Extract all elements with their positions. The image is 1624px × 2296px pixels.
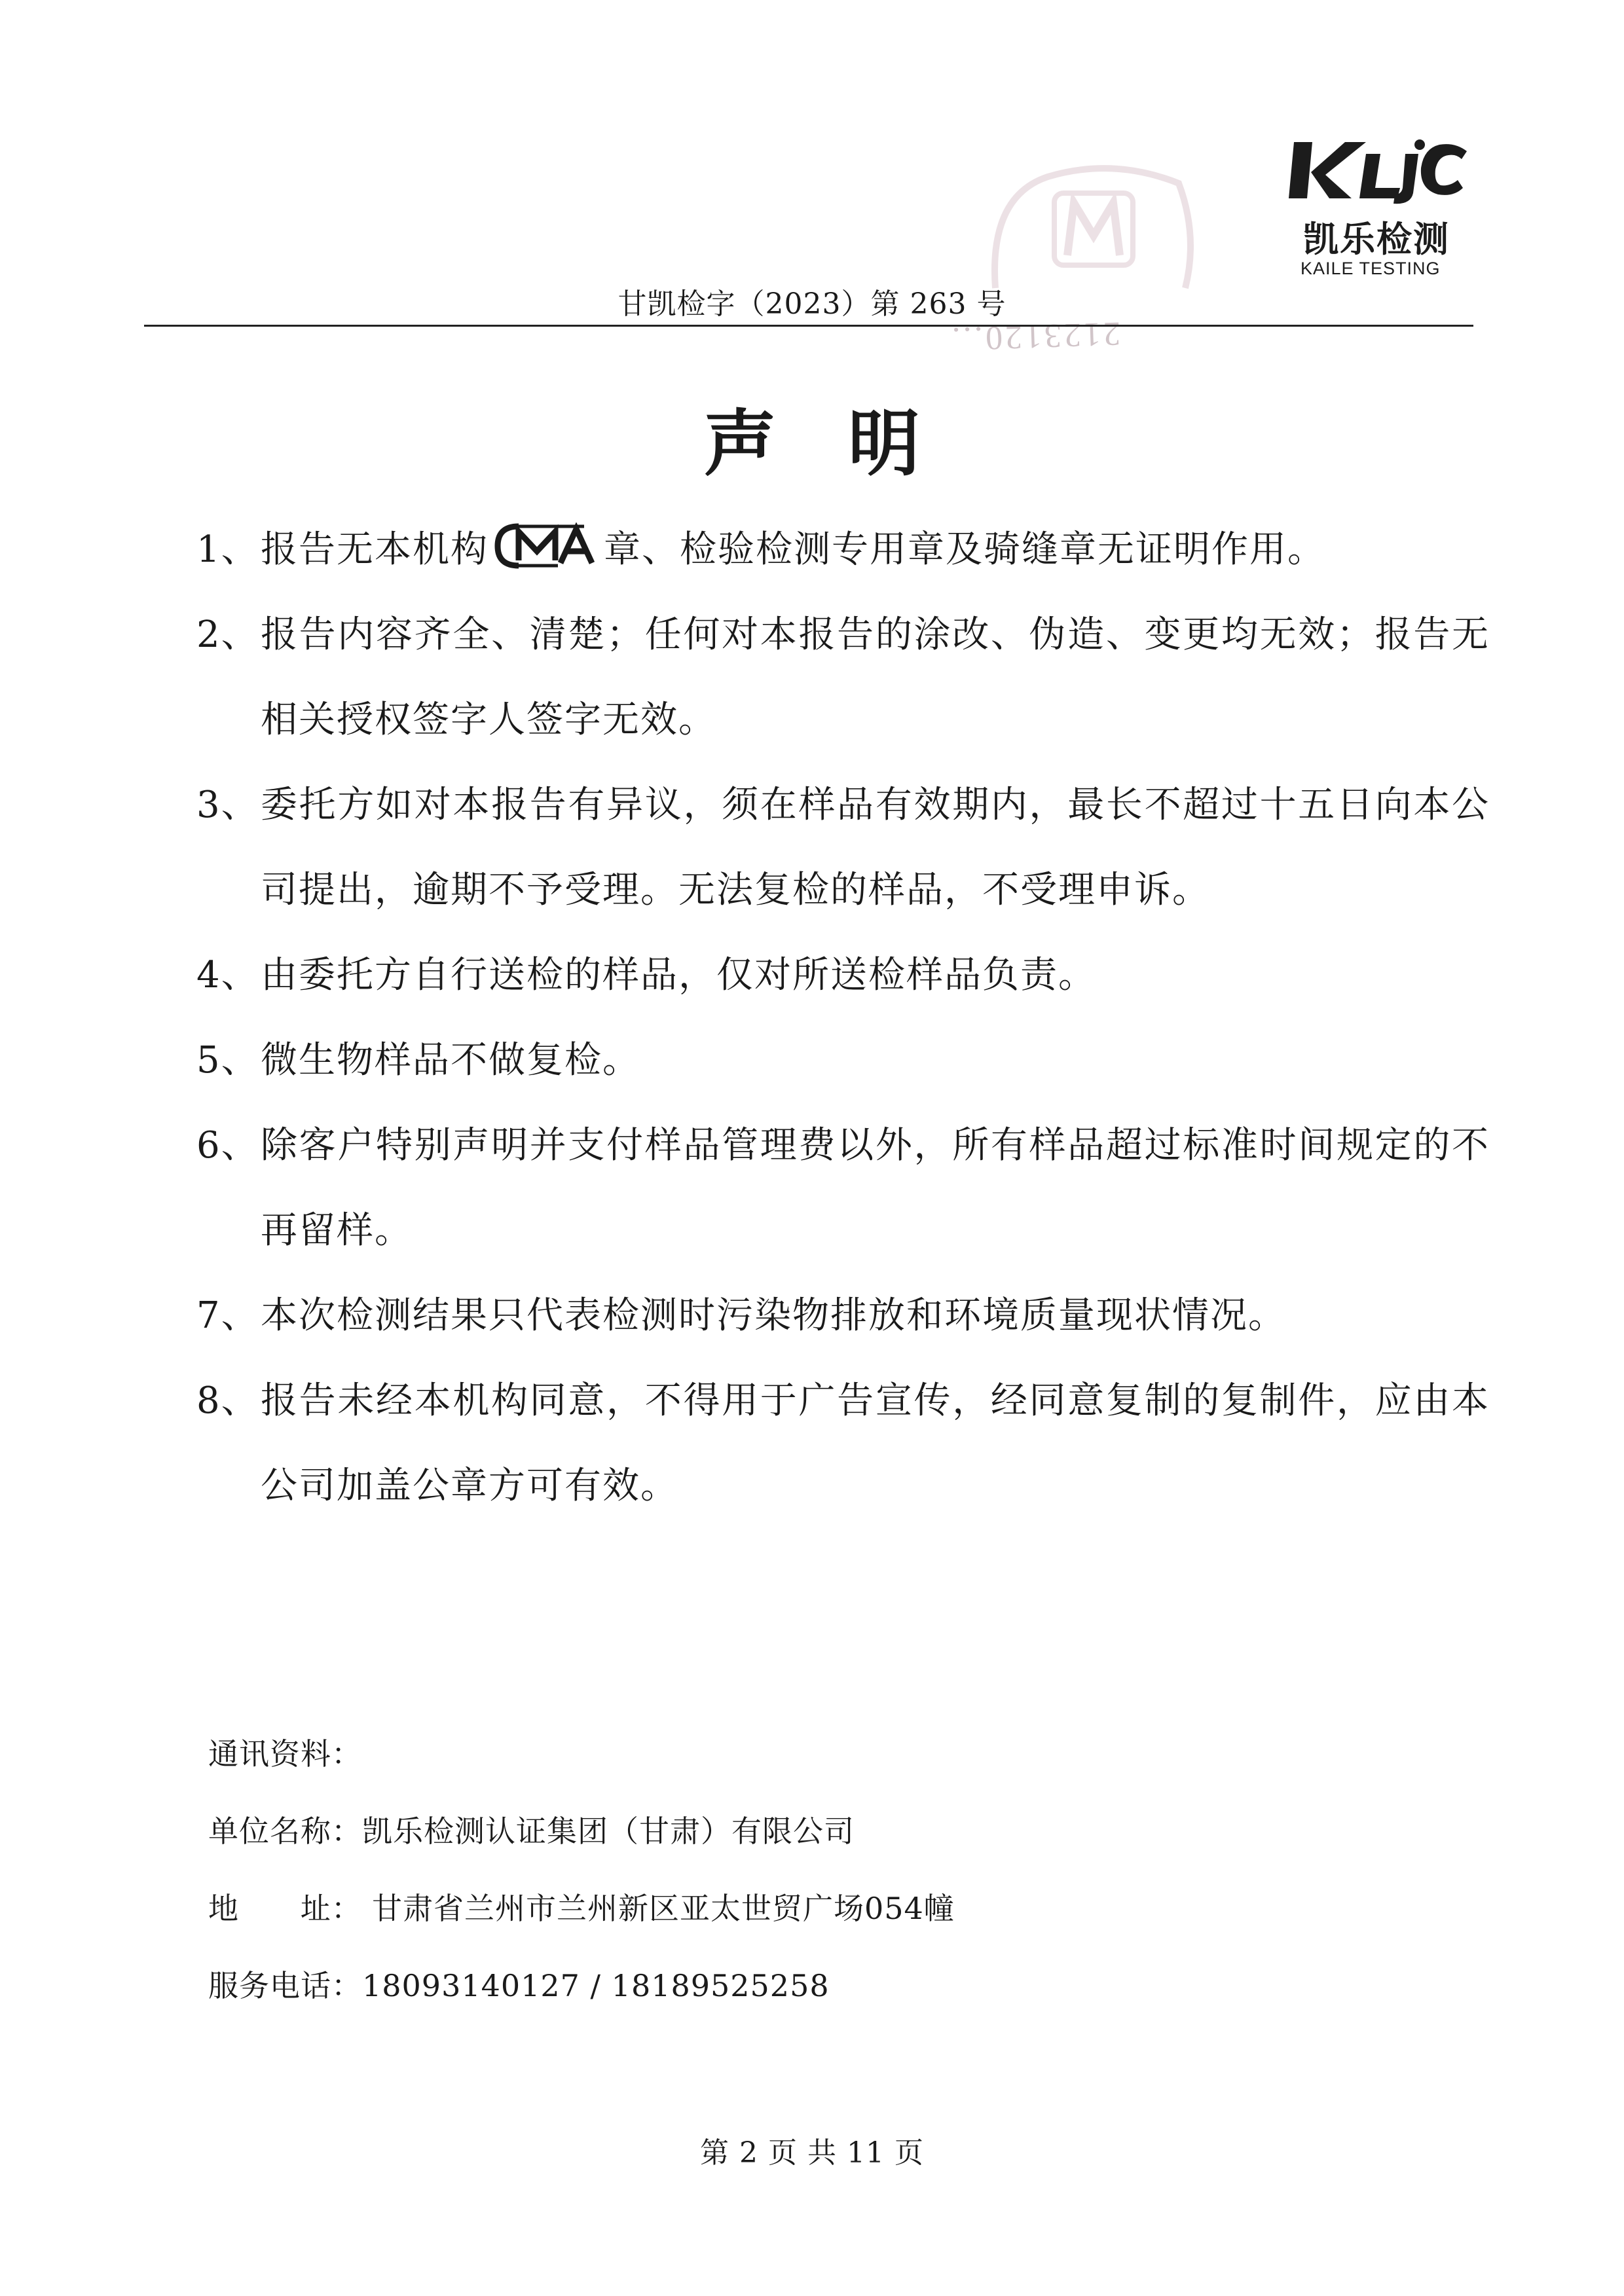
statement-text: 由委托方自行送检的样品，仅对所送检样品负责。: [261, 954, 1096, 996]
contact-address-value: 甘肃省兰州市兰州新区亚太世贸广场054幢: [372, 1891, 955, 1926]
statement-item: [196, 763, 1490, 933]
document-number: 甘凯检字（2023）第 263 号: [618, 287, 1006, 321]
statement-text: [261, 507, 1490, 592]
statement-number: 6、: [196, 1124, 259, 1167]
statement-item: [196, 592, 1490, 763]
kljc-logo-icon: [1289, 134, 1472, 206]
statement-text-before-mark: 报告无本机构: [261, 528, 489, 571]
statement-list: [196, 507, 1490, 1529]
statement-number: 1、: [196, 528, 259, 571]
contact-address-row: [208, 1870, 955, 1947]
contact-unit-row: [208, 1793, 955, 1870]
statement-number: 4、: [196, 954, 259, 996]
statement-text: 本次检测结果只代表检测时污染物排放和环境质量现状情况。: [261, 1294, 1286, 1337]
statement-number: 2、: [196, 613, 259, 656]
statement-number: 7、: [196, 1294, 259, 1337]
statement-text: 报告未经本机构同意，不得用于广告宣传，经同意复制的复制件，应由本公司加盖公章方可有效。: [261, 1379, 1490, 1507]
contact-phone-value: 18093140127 / 18189525258: [362, 1968, 830, 2003]
contact-address-label: 地 址：: [208, 1891, 362, 1926]
statement-item: [196, 507, 1490, 592]
page-title: 声明: [704, 401, 992, 486]
contact-phone-row: [208, 1947, 955, 2024]
cma-mark-icon: [492, 522, 597, 570]
statement-text: 报告内容齐全、清楚；任何对本报告的涂改、伪造、变更均无效；报告无相关授权签字人签字无效。: [261, 613, 1490, 741]
statement-text: 委托方如对本报告有异议，须在样品有效期内，最长不超过十五日向本公司提出，逾期不予受理。无法复检的样品，不受理申诉。: [261, 784, 1490, 911]
statement-number: 8、: [196, 1379, 259, 1422]
contact-unit-label: 单位名称：: [208, 1813, 362, 1849]
faint-stamp-icon: [969, 157, 1205, 301]
statement-item: [196, 1018, 1490, 1103]
statement-text: 除客户特别声明并支付样品管理费以外，所有样品超过标准时间规定的不再留样。: [261, 1124, 1490, 1252]
logo-english-name: KAILE TESTING: [1301, 259, 1441, 278]
faint-stamp-number: 2123120...: [949, 314, 1121, 358]
statement-item: [196, 933, 1490, 1018]
statement-text-after-mark: 章、检验检测专用章及骑缝章无证明作用。: [604, 528, 1325, 571]
contact-heading: 通讯资料：: [208, 1736, 362, 1772]
company-logo: [1289, 134, 1479, 285]
statement-item: [196, 1103, 1490, 1273]
statement-item: [196, 1358, 1490, 1529]
header-divider: [144, 325, 1473, 327]
contact-info: [208, 1715, 955, 2024]
statement-number: 3、: [196, 784, 259, 826]
statement-item: [196, 1273, 1490, 1358]
statement-text: 微生物样品不做复检。: [261, 1039, 640, 1082]
logo-chinese-name: 凯乐检测: [1303, 219, 1450, 260]
page-number: 第 2 页 共 11 页: [700, 2136, 924, 2170]
contact-phone-label: 服务电话：: [208, 1968, 362, 2003]
contact-unit-value: 凯乐检测认证集团（甘肃）有限公司: [362, 1813, 855, 1849]
statement-number: 5、: [196, 1039, 259, 1082]
